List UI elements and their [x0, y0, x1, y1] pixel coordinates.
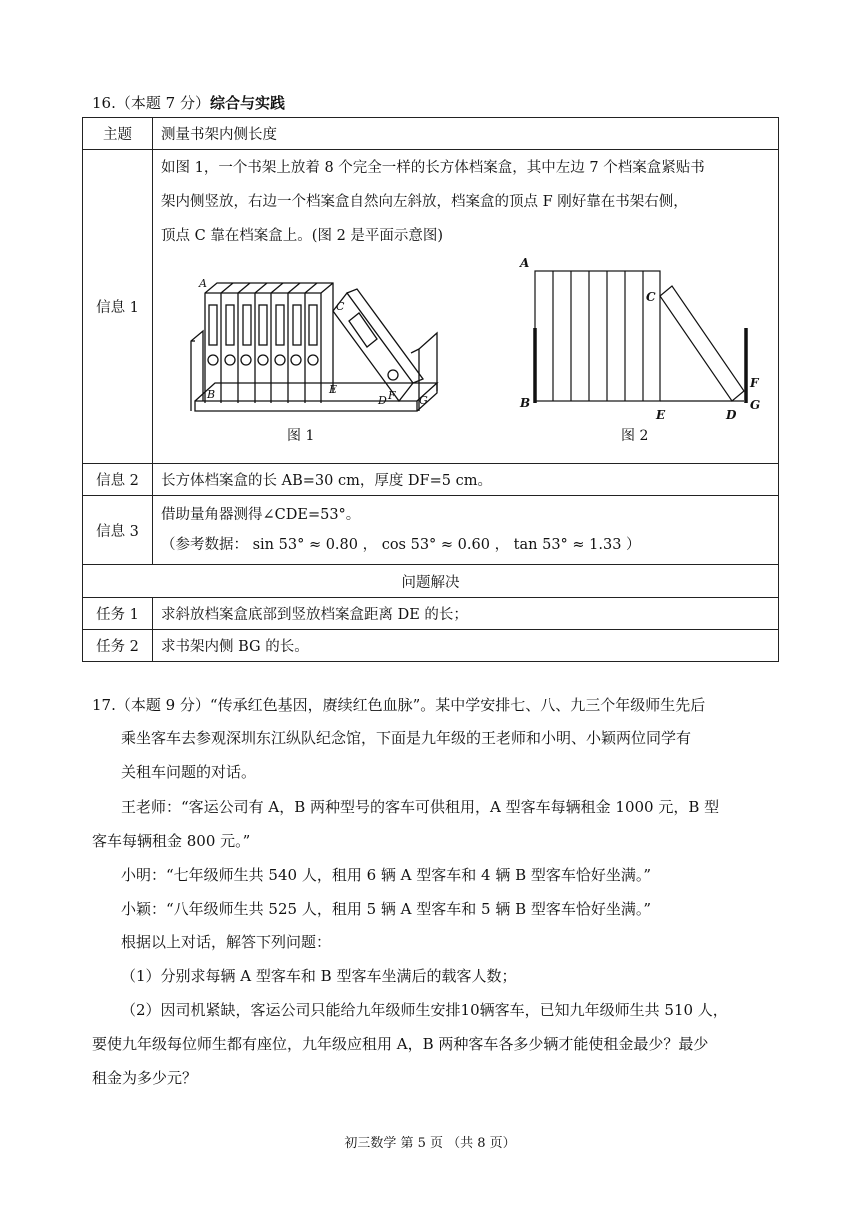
section-label: 问题解决	[83, 565, 779, 598]
q17-instruction: 根据以上对话，解答下列问题：	[121, 933, 332, 951]
fig2-caption: 图 2	[621, 428, 649, 444]
info3-line: （参考数据： sin 53° ≈ 0.80 ， cos 53° ≈ 0.60 ， tan 53° ≈ 1.33 ）	[161, 537, 641, 553]
theme-label: 主题	[83, 118, 153, 150]
fig1-caption: 图 1	[287, 428, 315, 444]
table-row	[83, 118, 779, 150]
fig2-label-F: F	[750, 376, 759, 390]
fig1-label-F: F	[388, 389, 396, 402]
q17-teacher: 客车每辆租金 800 元。”	[92, 832, 251, 850]
q17-part2: 租金为多少元？	[92, 1069, 198, 1087]
q16-heading	[92, 92, 285, 113]
fig2-label-B: B	[520, 396, 531, 410]
fig2-label-D: D	[726, 408, 737, 422]
fig2-label-A: A	[520, 256, 530, 270]
fig1-label-C: C	[336, 300, 345, 313]
info1-line: 顶点 C 靠在档案盒上。(图 2 是平面示意图)	[161, 228, 444, 244]
info1-line: 如图 1，一个书架上放着 8 个完全一样的长方体档案盒，其中左边 7 个档案盒紧贴书	[161, 160, 705, 176]
q17-xiaoming: 小明：“七年级师生共 540 人，租用 6 辆 A 型客车和 4 辆 B 型客车恰好坐满。”	[121, 866, 652, 884]
fig1-label-G: G	[419, 394, 428, 407]
task1-text: 求斜放档案盒底部到竖放档案盒距离 DE 的长；	[153, 598, 779, 630]
info3-label: 信息 3	[83, 496, 153, 565]
q17-part1: （1）分别求每辆 A 型客车和 B 型客车坐满后的载客人数；	[121, 967, 517, 985]
q17-part2: 要使九年级每位师生都有座位，九年级应租用 A，B 两种客车各多少辆才能使租金最少？最少	[92, 1035, 709, 1053]
q16-table	[82, 117, 779, 662]
info2-label: 信息 2	[83, 464, 153, 496]
fig2-label-G: G	[750, 398, 761, 412]
figure-2	[506, 253, 766, 423]
task2-label: 任务 2	[83, 630, 153, 662]
q16-meta: （本题 7 分）	[115, 94, 210, 112]
q17-line: 17.（本题 9 分）“传承红色基因，赓续红色血脉”。某中学安排七、八、九三个年级师生先后	[92, 696, 706, 714]
info2-text: 长方体档案盒的长 AB=30 cm，厚度 DF=5 cm。	[153, 464, 779, 496]
q16-title: 综合与实践	[209, 94, 285, 112]
q17-part2: （2）因司机紧缺，客运公司只能给九年级师生安排10辆客车，已知九年级师生共 510 人，	[121, 1001, 728, 1019]
fig2-label-C: C	[646, 290, 656, 304]
q17-line: 关租车问题的对话。	[121, 763, 257, 781]
q17-xiaoying: 小颖：“八年级师生共 525 人，租用 5 辆 A 型客车和 5 辆 B 型客车恰好坐满。”	[121, 900, 652, 918]
fig1-label-E: E	[329, 383, 338, 396]
figure-1	[181, 253, 451, 428]
fig2-label-E: E	[656, 408, 666, 422]
info1-label: 信息 1	[83, 150, 153, 464]
info3-line: 借助量角器测得∠CDE=53°。	[161, 507, 361, 523]
page-footer: 初三数学 第 5 页 （共 8 页）	[344, 1136, 516, 1151]
table-row	[83, 630, 779, 662]
table-row	[83, 150, 779, 464]
theme-text: 测量书架内侧长度	[153, 118, 779, 150]
fig1-label-A: A	[199, 277, 207, 290]
q17-teacher: 王老师：“客运公司有 A，B 两种型号的客车可供租用，A 型客车每辆租金 1000 元，B 型	[121, 798, 720, 816]
info1-line: 架内侧竖放，右边一个档案盒自然向左斜放，档案盒的顶点 F 刚好靠在书架右侧，	[161, 194, 688, 210]
table-row	[83, 496, 779, 565]
q17-line: 乘坐客车去参观深圳东江纵队纪念馆，下面是九年级的王老师和小明、小颖两位同学有	[121, 729, 692, 747]
fig1-label-B: B	[207, 388, 216, 401]
task1-label: 任务 1	[83, 598, 153, 630]
table-row	[83, 464, 779, 496]
table-row	[83, 598, 779, 630]
table-row	[83, 565, 779, 598]
q16-number: 16.	[92, 94, 116, 112]
fig1-label-D: D	[378, 394, 387, 407]
task2-text: 求书架内侧 BG 的长。	[153, 630, 779, 662]
figures	[161, 253, 778, 463]
